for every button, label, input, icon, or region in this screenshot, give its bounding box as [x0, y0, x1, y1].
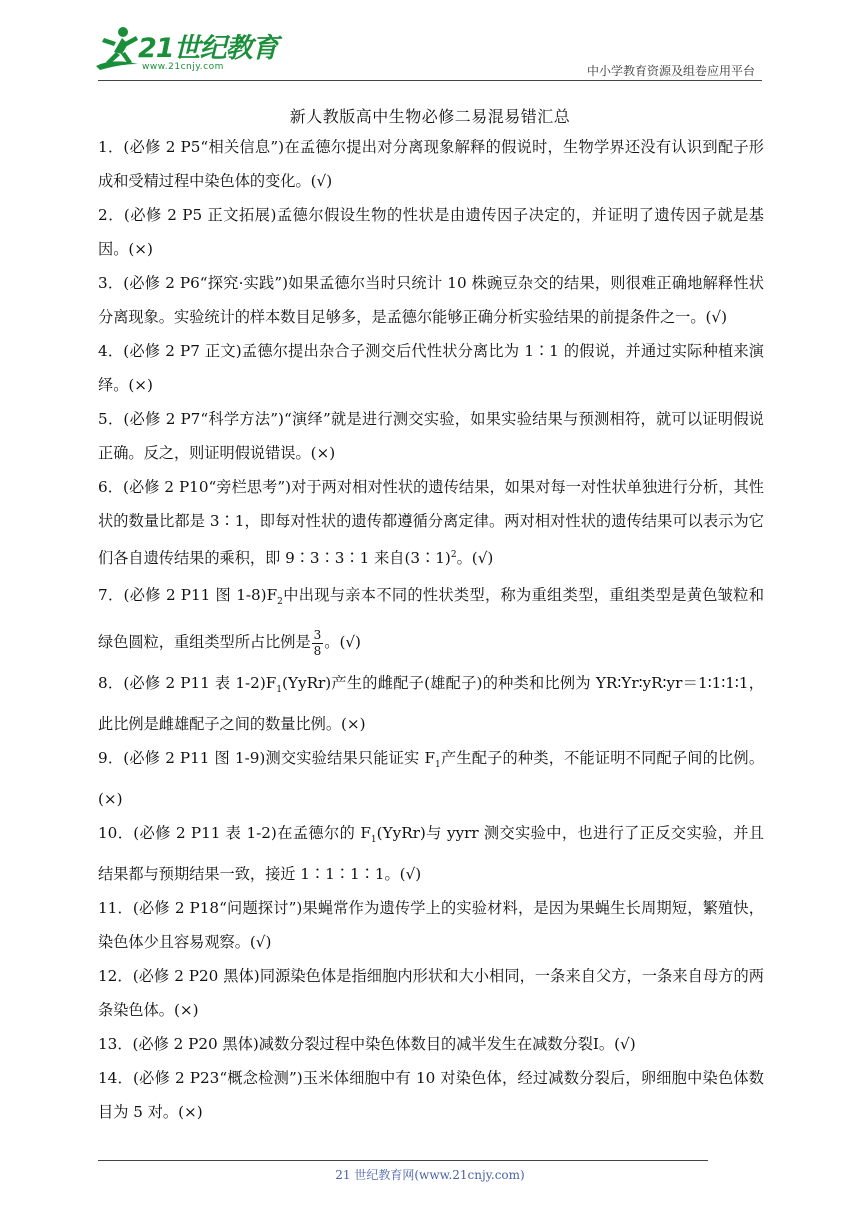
list-item: 4．(必修 2 P7 正文)孟德尔提出杂合子测交后代性状分离比为 1∶1 的假说，并通过实际种植来演绎。(×) — [98, 342, 764, 394]
logo-text: 21世纪教育 — [138, 33, 278, 64]
list-item: 11．(必修 2 P18“问题探讨”)果蝇常作为遗传学上的实验材料，是因为果蝇生长周期短，繁殖快，染色体少且容易观察。(√) — [98, 899, 764, 952]
list-item: 12．(必修 2 P20 黑体)同源染色体是指细胞内形状和大小相同，一条来自父方，一条来自母方的两条染色体。(×) — [98, 967, 764, 1020]
list-item: 6．(必修 2 P10“旁栏思考”)对于两对相对性状的遗传结果，如果对每一对性状单独进行分析，其性状的数量比都是 3∶1，即每对性状的遗传都遵循分离定律。两对相对性状的遗传结果可以表示为它们各自遗传结果的乘积，即 9∶3∶3∶1 来自(3∶1)$^2$。(√) — [98, 478, 764, 568]
document-title: 新人教版高中生物必修二易混易错汇总 — [289, 107, 571, 126]
footer-text[interactable]: 21 世纪教育网(www.21cnjy.com) — [335, 1168, 525, 1182]
header-divider — [98, 80, 762, 81]
site-logo[interactable] — [92, 24, 278, 80]
list-item: 10．(必修 2 P11 表 1-2)在孟德尔的 $F_1(YyRr)$与 yyrr 测交实验中，也进行了正反交实验，并且结果都与预期结果一致，接近 1∶1∶1∶1。(√) — [98, 824, 764, 884]
list-item: 5．(必修 2 P7“科学方法”)“演绎”就是进行测交实验，如果实验结果与预测相符，就可以证明假说正确。反之，则证明假说错误。(×) — [98, 410, 764, 462]
list-item: 1．(必修 2 P5“相关信息”)在孟德尔提出对分离现象解释的假说时，生物学界还没有认识到配子形成和受精过程中染色体的变化。(√) — [98, 138, 764, 190]
page-header — [0, 0, 860, 90]
fraction: $\frac{3}{8}$ — [313, 627, 322, 658]
list-item: 13．(必修 2 P20 黑体)减数分裂过程中染色体数目的减半发生在减数分裂Ⅰ。(√) — [98, 1035, 636, 1054]
list-item: 7．(必修 2 P11 图 $1-8)F_2$中出现与亲本不同的性状类型，称为重组类型，重组类型是黄色皱粒和绿色圆粒，重组类型所占比例是 $\frac{3}{8}$ 。(√) — [98, 586, 765, 658]
list-item: 8．(必修 2 P11 表 $1-2)F_1(YyRr)$产生的雌配子(雄配子)的种类和比例为 YR∶Yr∶yR∶yr＝1∶1∶1∶1，此比例是雌雄配子之间的数量比例。(×) — [98, 674, 764, 734]
list-item: 9．(必修 2 P11 图 1-9)测交实验结果只能证实 $F_1$产生配子的种类，不能证明不同配子间的比例。(×) — [98, 749, 765, 809]
list-item: 2．(必修 2 P5 正文拓展)孟德尔假设生物的性状是由遗传因子决定的，并证明了遗传因子就是基因。(×) — [98, 206, 764, 258]
logo-url: www.21cnjy.com — [142, 62, 224, 72]
document-body — [98, 130, 764, 1129]
footer-divider — [98, 1160, 708, 1161]
list-item: 14．(必修 2 P23“概念检测”)玉米体细胞中有 10 对染色体，经过减数分裂后，卵细胞中染色体数目为 5 对。(×) — [98, 1069, 764, 1122]
platform-name: 中小学教育资源及组卷应用平台 — [586, 64, 755, 78]
list-item: 3．(必修 2 P6“探究·实践”)如果孟德尔当时只统计 10 株豌豆杂交的结果，则很难正确地解释性状分离现象。实验统计的样本数目足够多，是孟德尔能够正确分析实验结果的前提条件之一。(√) — [98, 274, 764, 326]
